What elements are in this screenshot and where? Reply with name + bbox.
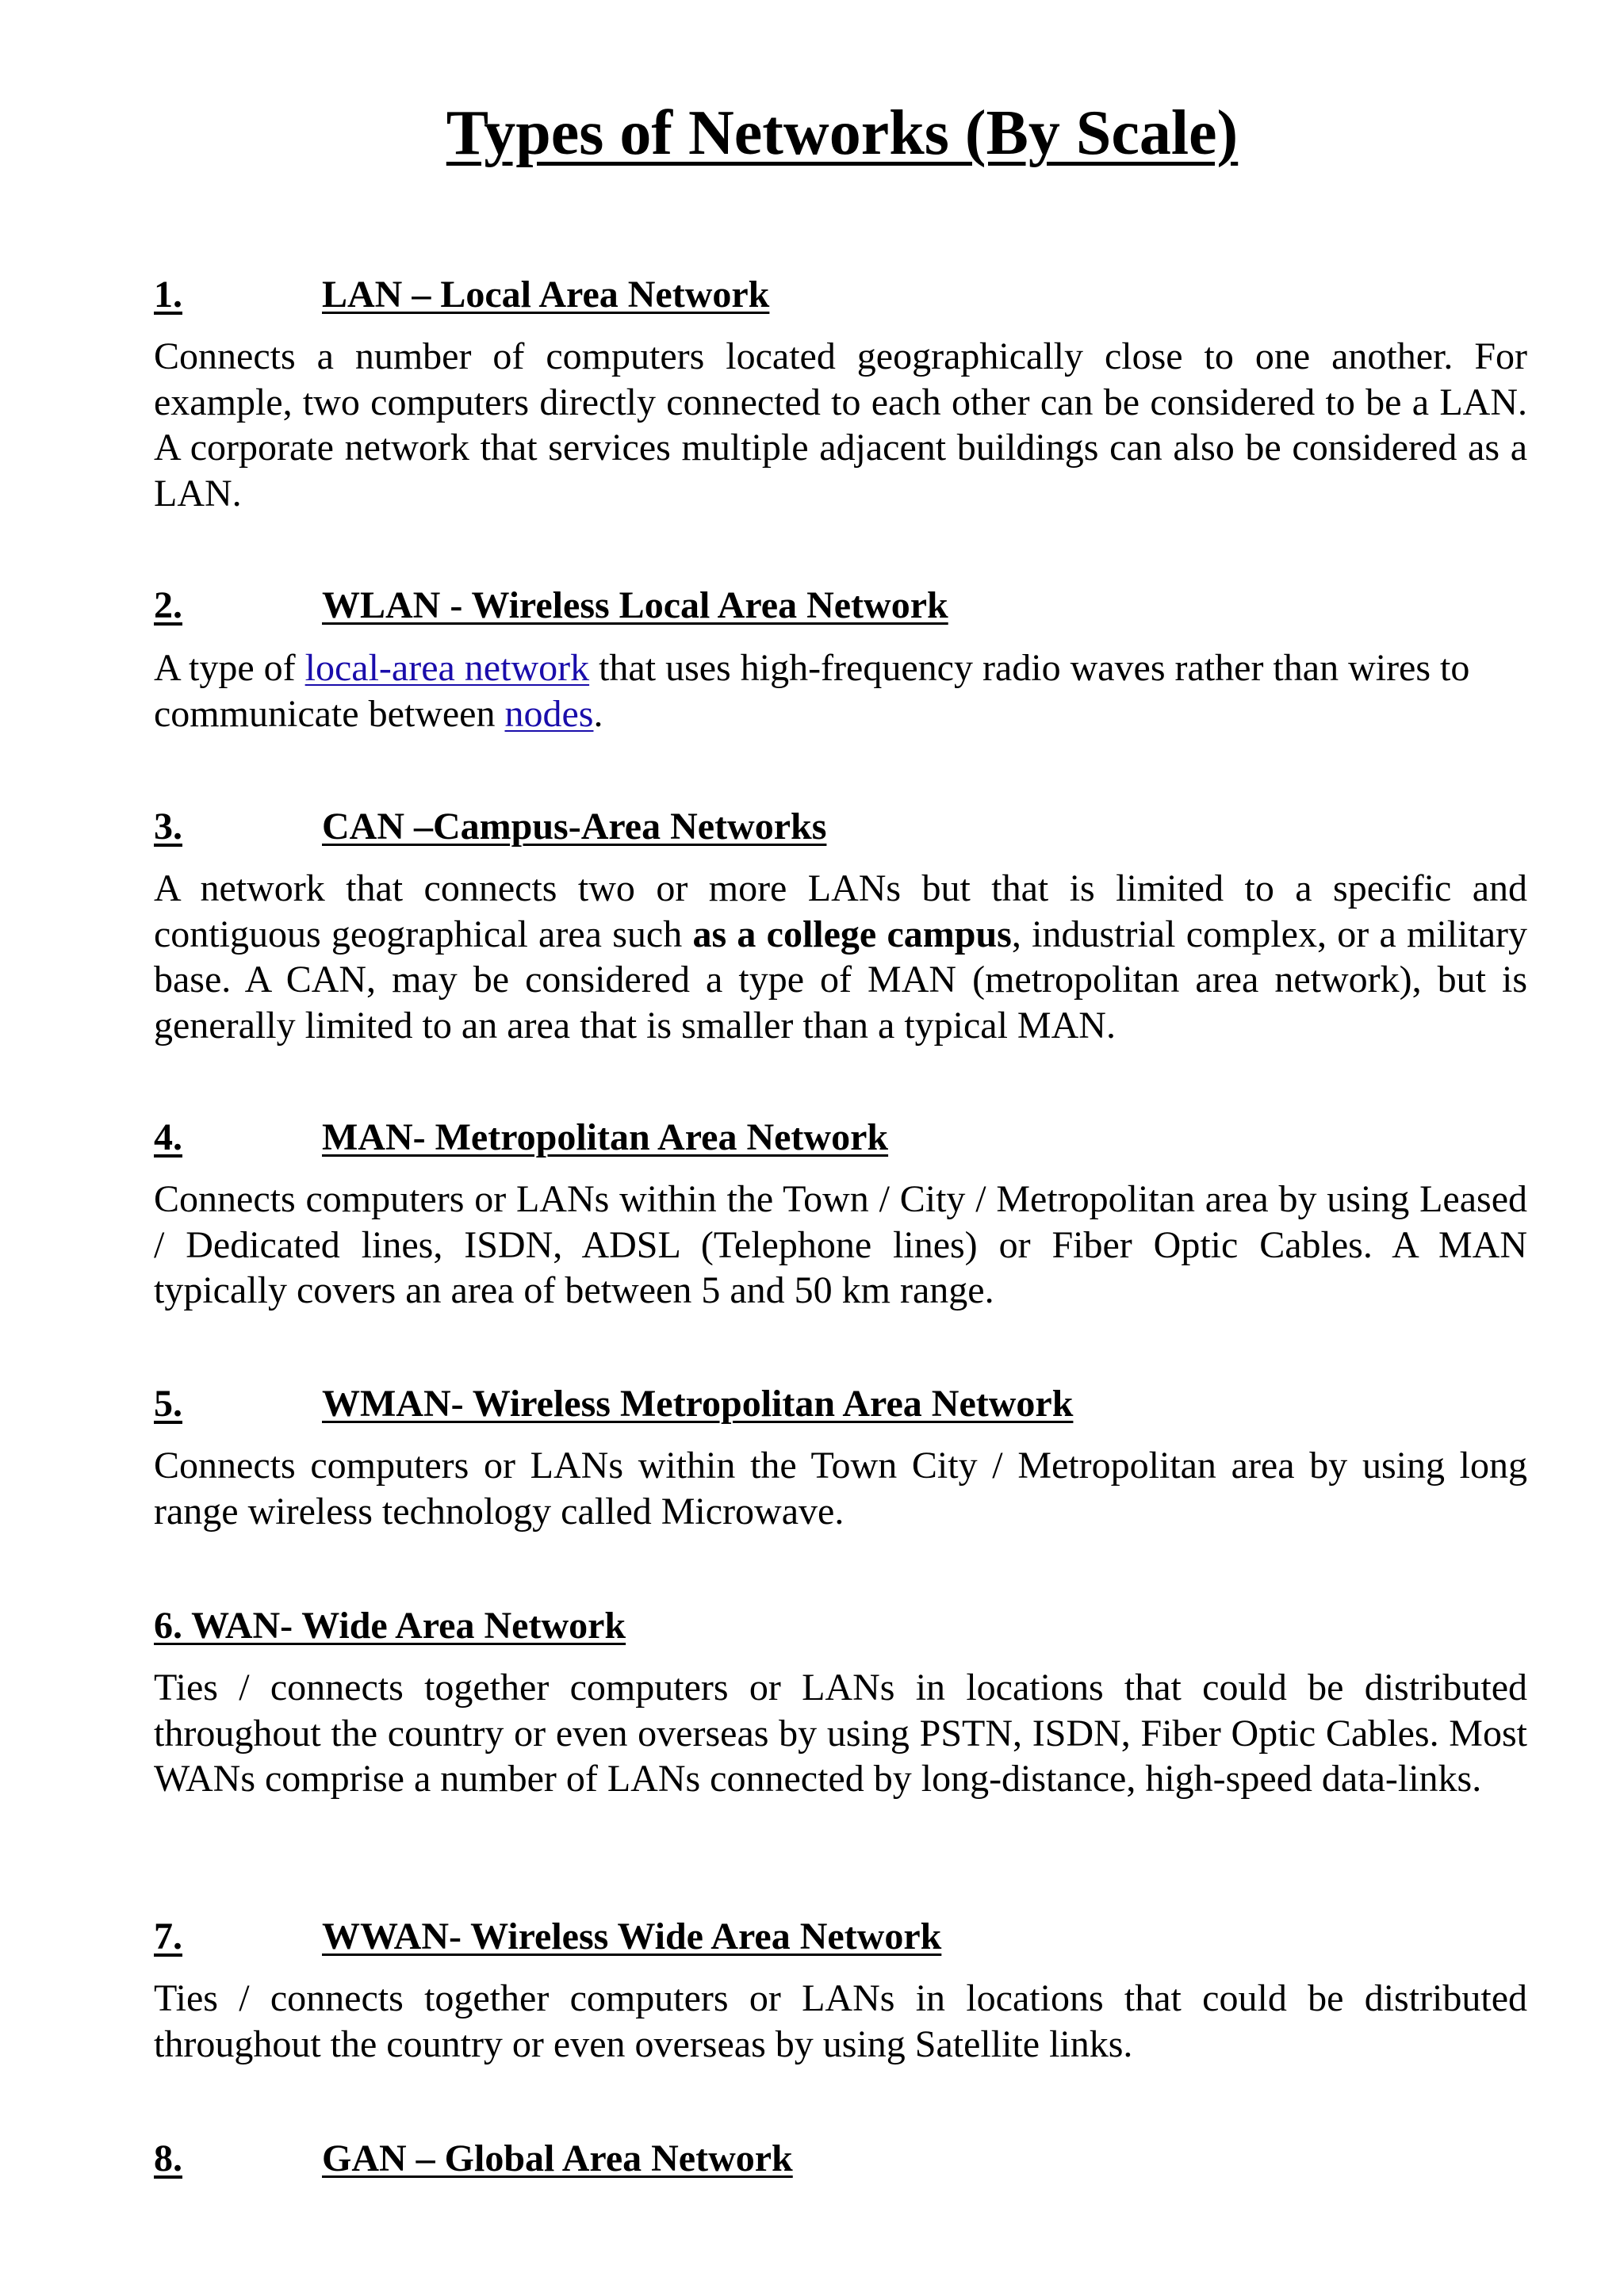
section-heading-text: 6. WAN- Wide Area Network [154, 1605, 626, 1647]
section-body-wman: Connects computers or LANs within the Town City / Metropolitan area by using long range wireless technology called Microwave. [154, 1445, 1527, 1533]
section-heading-text: WWAN- Wireless Wide Area Network [322, 1915, 942, 1957]
section-heading-wwan [154, 1913, 941, 1961]
page-title: Types of Networks (By Scale) [446, 98, 1239, 168]
section-heading-text: CAN –Campus-Area Networks [322, 806, 827, 848]
section-number: 8. [154, 2137, 182, 2179]
section-body-wwan: Ties / connects together computers or LANs in locations that could be distributed throughout the country or even overseas by using Satellite links. [154, 1977, 1527, 2065]
section-number: 3. [154, 806, 182, 848]
body-text: . [593, 692, 603, 735]
section-body-wlan [154, 645, 1527, 737]
body-bold-text: as a college campus [692, 913, 1012, 955]
body-text: A network that connects two or more LANs but that is limited to a specific and contiguous geographical area such [154, 867, 1527, 955]
section-heading-wlan [154, 582, 948, 629]
section-heading-man [154, 1114, 888, 1161]
section-number: 5. [154, 1383, 182, 1425]
section-heading-text: GAN – Global Area Network [322, 2137, 793, 2179]
body-text: that uses high-frequency radio waves rather than wires to communicate between [154, 647, 1470, 735]
section-number: 1. [154, 274, 182, 316]
section-number: 4. [154, 1116, 182, 1158]
section-heading-text: WMAN- Wireless Metropolitan Area Network [322, 1383, 1074, 1425]
section-heading-wman [154, 1380, 1073, 1428]
section-body-man: Connects computers or LANs within the Town / City / Metropolitan area by using Leased / Dedicated lines, ISDN, ADSL (Telephone lines) or Fiber Optic Cables. A MAN typically covers an area of between 5 and 50 km range. [154, 1178, 1527, 1311]
nodes-link[interactable]: nodes [504, 692, 594, 735]
section-number: 7. [154, 1915, 182, 1957]
section-heading-text: WLAN - Wireless Local Area Network [322, 584, 948, 626]
section-number: 2. [154, 584, 182, 626]
section-body-can [154, 866, 1527, 1048]
section-body-lan: Connects a number of computers located geographically close to one another. For example, two computers directly connected to each other can be considered to be a LAN. A corporate network that services multiple adjacent buildings can also be considered as a LAN. [154, 335, 1527, 515]
body-text: A type of [154, 647, 305, 689]
section-heading-lan [154, 271, 769, 319]
section-heading-gan [154, 2135, 793, 2183]
section-heading-wan [154, 1602, 626, 1650]
local-area-network-link[interactable]: local-area network [304, 647, 590, 689]
section-heading-text: MAN- Metropolitan Area Network [322, 1116, 889, 1158]
section-heading-text: LAN – Local Area Network [322, 274, 770, 316]
section-body-wan: Ties / connects together computers or LANs in locations that could be distributed throughout the country or even overseas by using PSTN, ISDN, Fiber Optic Cables. Most WANs comprise a number of LANs connected by long-distance, high-speed data-links. [154, 1667, 1527, 1800]
section-heading-can [154, 803, 826, 851]
body-text: , industrial complex, or a military base. A CAN, may be considered a type of MAN (metropolitan area network), but is generally limited to an area that is smaller than a typical MAN. [154, 913, 1527, 1047]
